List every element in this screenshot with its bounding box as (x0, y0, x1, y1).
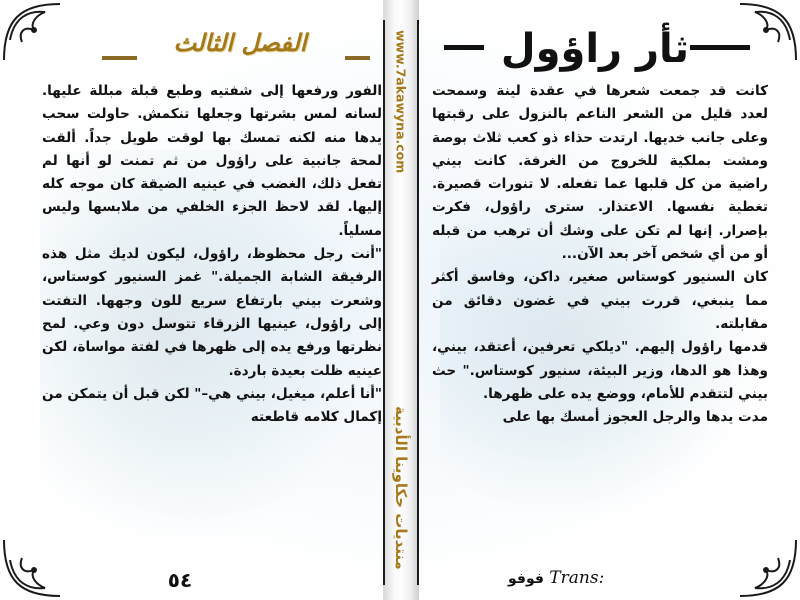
paragraph: "أنا أعلم، ميغيل، بيني هي–" لكن قبل أن يتمكن من إكمال كلامه قاطعته (41, 385, 382, 426)
heading-rule (345, 56, 370, 60)
spine-divider (417, 20, 419, 585)
heading-rule (102, 56, 137, 60)
translator-name: فوفو (508, 571, 544, 587)
paragraph: مدت يدها والرجل العجوز أمسك بها على (502, 409, 768, 426)
right-page-text (432, 80, 768, 550)
spine-label (387, 30, 415, 570)
ornament-top-right-icon (720, 0, 800, 80)
paragraph: كانت قد جمعت شعرها في عقدة لينة وسمحت لعدد قليل من الشعر الناعم بالنزول على رقبتها وعلى جانب خديها. ارتدت حذاء ذو كعب ثلاث بوصة ومشت بملكية للخروج من الغرفة. كانت بيني راضية من كل قلبها عما تفعله. لا تنورات قصيرة. تغطية نفسها. الاعتذار. سترى راؤول، فكرت بإصرار. إنها لم تكن على وشك أن ترهب من قبله أو من أي شخص آخر بعد الآن... (432, 83, 768, 263)
paragraph: "أنت رجل محظوظ، راؤول، ليكون لديك مثل هذه الرفيقة الشابة الجميلة." غمز السنيور كوستاس، وشعرت بيني بارتفاع سريع للون وجهها. التفتت إلى راؤول، عينيها الزرقاء تتوسل دون وعي. لمح نظرتها ورفع يده إلى ظهرها في لفتة مواساة، لكن عينيه ظلت بعيدة باردة. (42, 246, 382, 379)
translator-credit (508, 568, 648, 594)
title-rule (444, 45, 484, 50)
paragraph: الفور ورفعها إلى شفتيه وطبع قبلة مبللة عليها. لسانه لمس بشرتها وجعلها تنكمش. حاولت سحب يدها منه لكنه تمسك بها لوقت طويل جداً. ألقت لمحة جانبية على راؤول من ثم تمنت لو أنها لم تفعل ذلك، الغضب في عينيه الضيقة كان موجه كله إليها. لقد لاحظ الجزء الخلفي من ملابسها وليس مسلياً. (42, 83, 382, 239)
left-page-text (42, 80, 382, 550)
page-number: ٥٤ (167, 568, 193, 592)
paragraph: قدمها راؤول إليهم. "ديلكي تعرفين، أعتقد، بيني، وهذا هو الدها، وزير البيئة، سنيور كوستاس." حث بيني لتتقدم للأمام، ووضع يده على ظهرها. (432, 339, 768, 402)
paragraph: كان السنيور كوستاس صغير، داكن، وفاسق أكثر مما ينبغي، قررت بيني في غضون دقائق من مقابلته. (432, 269, 768, 332)
forum-name: منتديات حكاوينا الأدبية (392, 406, 410, 570)
ornament-top-left-icon (0, 0, 80, 80)
forum-website: www.7akawyna.com (393, 30, 409, 174)
title-rule (690, 45, 750, 50)
chapter-heading: الفصل الثالث (173, 28, 307, 57)
story-title: ثأر راؤول (500, 26, 690, 72)
translator-label: Trans: (549, 568, 605, 588)
spine-divider (383, 20, 385, 585)
